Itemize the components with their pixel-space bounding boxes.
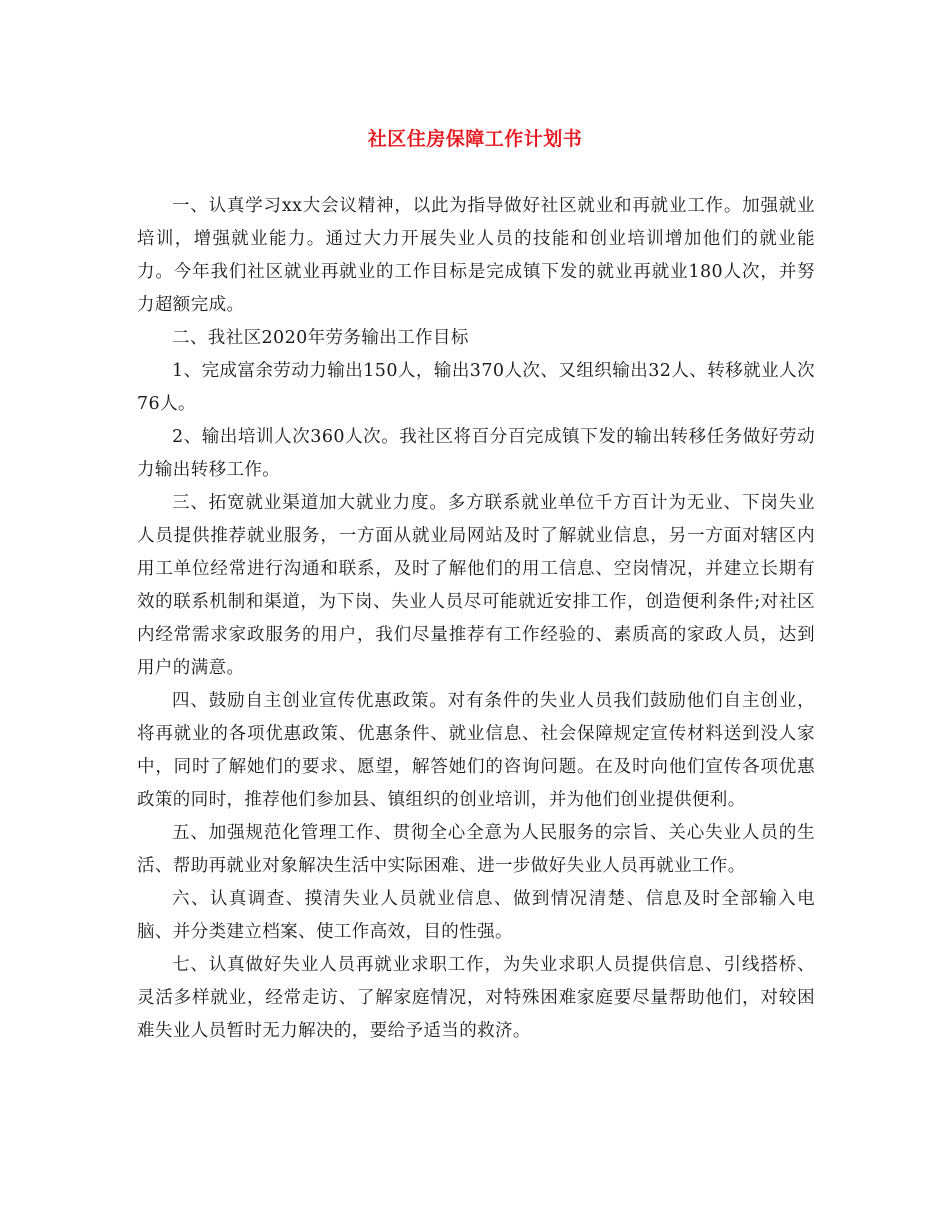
paragraph-5: 三、拓宽就业渠道加大就业力度。多方联系就业单位千方百计为无业、下岗失业人员提供推荐就业服务，一方面从就业局网站及时了解就业信息，另一方面对辖区内用工单位经常进行沟通和联系，及时了解他们的用工信息、空岗情况，并建立长期有效的联系机制和渠道，为下岗、失业人员尽可能就近安排工作，创造便利条件;对社区内经常需求家政服务的用户，我们尽量推荐有工作经验的、素质高的家政人员，达到用户的满意。 (137, 493, 815, 678)
paragraph-2: 二、我社区2020年劳务输出工作目标 (172, 328, 469, 348)
paragraph-3: 1、完成富余劳动力输出150人，输出370人次、又组织输出32人、转移就业人次76人。 (137, 361, 815, 414)
paragraph-1: 一、认真学习xx大会议精神，以此为指导做好社区就业和再就业工作。加强就业培训，增强就业能力。通过大力开展失业人员的技能和创业培训增加他们的就业能力。今年我们社区就业再就业的工作目标是完成镇下发的就业再就业180人次，并努力超额完成。 (137, 196, 815, 315)
document-title: 社区住房保障工作计划书 (367, 128, 583, 150)
paragraph-8: 六、认真调查、摸清失业人员就业信息、做到情况清楚、信息及时全部输入电脑、并分类建立档案、使工作高效，目的性强。 (137, 889, 815, 942)
paragraph-6: 四、鼓励自主创业宣传优惠政策。对有条件的失业人员我们鼓励他们自主创业，将再就业的各项优惠政策、优惠条件、就业信息、社会保障规定宣传材料送到没人家中，同时了解她们的要求、愿望，解答她们的咨询问题。在及时向他们宣传各项优惠政策的同时，推荐他们参加县、镇组织的创业培训，并为他们创业提供便利。 (137, 691, 815, 810)
paragraph-9: 七、认真做好失业人员再就业求职工作，为失业求职人员提供信息、引线搭桥、灵活多样就业，经常走访、了解家庭情况，对特殊困难家庭要尽量帮助他们，对较困难失业人员暂时无力解决的，要给予适当的救济。 (137, 955, 815, 1041)
document-body (137, 190, 815, 1048)
paragraph-4: 2、输出培训人次360人次。我社区将百分百完成镇下发的输出转移任务做好劳动力输出转移工作。 (137, 427, 815, 480)
paragraph-7: 五、加强规范化管理工作、贯彻全心全意为人民服务的宗旨、关心失业人员的生活、帮助再就业对象解决生活中实际困难、进一步做好失业人员再就业工作。 (137, 823, 815, 876)
